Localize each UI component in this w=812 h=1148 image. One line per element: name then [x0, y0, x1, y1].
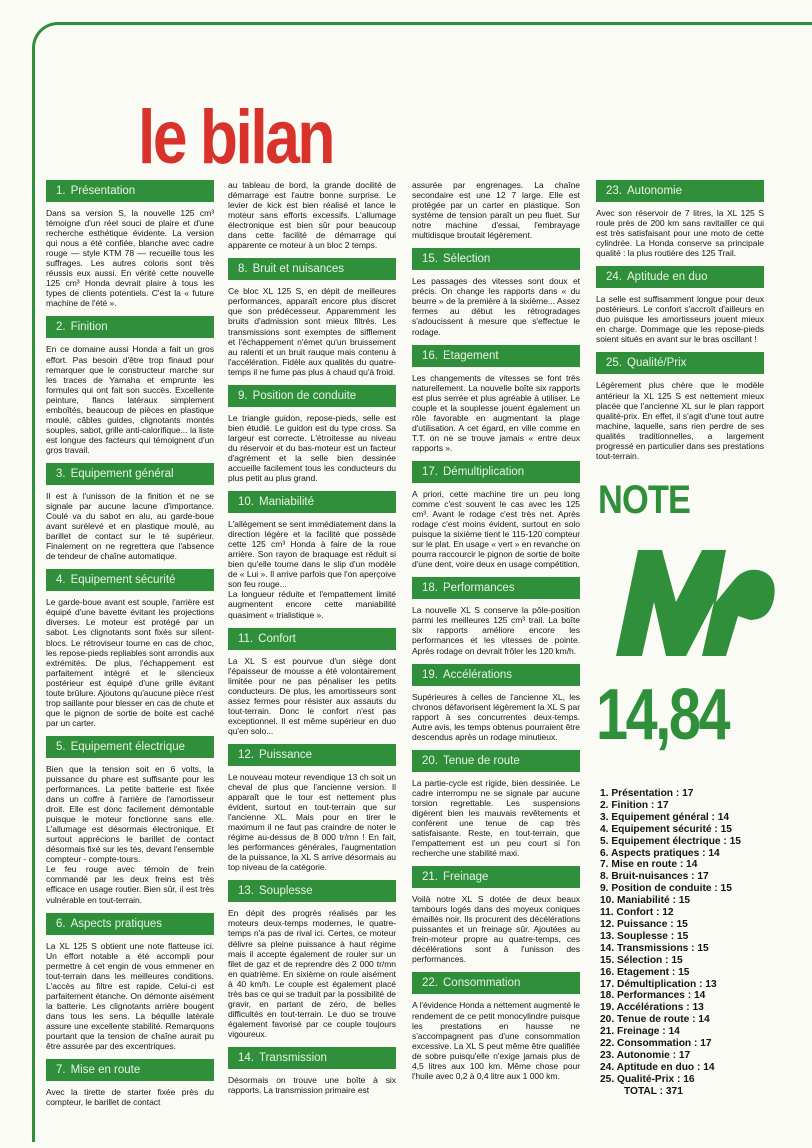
note-score: 14,84 [596, 675, 729, 755]
section-text: Il est à l'unisson de la finition et ne se signale par aucune lacune d'importance. Coulé va du sabot en alu, au garde-boue avant surélevé et en plastique moulé, au barillet de contact sur le té supérieur. Finalement on ne regrettera que l'absence de tendeur de chaîne automatique. [46, 490, 214, 562]
section-maniabilite [228, 491, 396, 619]
section-text: Le nouveau moteur revendique 13 ch soit un cheval de plus que l'ancienne version. Il apparaît que le tour est nettement plus évident, surtout en tout-terrain que sur l'ancienne XL. Mais pour en tirer le maximum il ne faut pas craindre de noter le régime au-dessus de 8 000 tr/mn ! En fait, les performances générales, l'augmentation de la puissance, la XL S arrive désormais au top niveau de la catégorie. [228, 771, 396, 873]
section-aspects-pratiques [46, 913, 214, 1052]
section-header: 2. Finition [46, 316, 214, 338]
section-text: Le triangle guidon, repose-pieds, selle est bien étudié. Le guidon est du type cross. Sa largeur est correcte. L'étroitesse au niveau du réservoir et du bas-moteur est un facteur d'agrément et la selle bien dessinée accueille facilement tous les conducteurs du plus petit au plus grand. [228, 412, 396, 484]
section-header: 9. Position de conduite [228, 385, 396, 407]
score-item: 3. Equipement général : 14 [600, 811, 730, 823]
score-item: 22. Consommation : 17 [600, 1038, 712, 1050]
section-text-2: La longueur réduite et l'empattement limité augmentent encore cette maniabilité quasiment « trialistique ». [228, 589, 396, 620]
section-header: 10. Maniabilité [228, 491, 396, 513]
column-2 [228, 180, 396, 1140]
section-text: Les changements de vitesses se font très naturellement. La nouvelle boîte six rapports est plus serrée et plus agréable à utiliser. Le couple et la souplesse jouent également un rôle favorable en augmentant la plage d'utilisation. A cet égard, en ville comme en T.T. on ne se trouve jamais « entre deux rapports ». [412, 372, 580, 453]
section-text: En dépit des progrès réalisés par les moteurs deux-temps modernes, le quatre-temps n'a pas de rival ici. Certes, ce moteur délivre sa pleine puissance à haut régime mais il accepte également de rouler sur un filet de gaz et de reprendre dès 2 000 tr/mn en quatrième. En sixième on roule aisément à 40 km/h. Le couple est également placé très bas ce qui se traduit par la possibilité de gravir, en partant de zéro, de belles difficultés en tout-terrain. Le duo se trouve également favorisé par ce couple toujours vigoureux. [228, 908, 396, 1039]
section-text: La partie-cycle est rigide, bien dessinée. Le cadre interrompu ne se signale par aucune torsion regrettable. Les suspensions digèrent bien les mauvais revêtements et confèrent une tenue de cap très satisfaisante. Reste, en tout-terrain, que l'empattement est un peu court si l'on recherche une stabilité maxi. [412, 777, 580, 859]
section-text-2: Le feu rouge avec témoin de frein commandé par les deux freins est très efficace en usage routier. Bien sûr, il est très vulnérable en tout-terrain. [46, 864, 214, 905]
section-text: Le garde-boue avant est souple, l'arrière est équipé d'une bavette évitant les projections diverses. Le moteur est protégé par un sabot. Les clignotants sont fixés sur silent-blocs. Le rétroviseur tourne en cas de choc, les repose-pieds repliables sont arrondis aux extrémités. De plus, l'échappement est parfaitement intégré et le silencieux postérieur est équipé d'une grille évitant toute brûlure. Ajoutons qu'aucune pièce n'est trop saillante pour blesser en cas de chute et que le pignon de sortie de boite est caché par un carter. [46, 597, 214, 728]
score-item: 11. Confort : 12 [600, 907, 674, 919]
section-header: 18. Performances [412, 577, 580, 599]
section-header: 13. Souplesse [228, 880, 396, 902]
score-item: 20. Tenue de route : 14 [600, 1014, 710, 1026]
section-header: 12. Puissance [228, 744, 396, 766]
note-heading: NOTE [598, 478, 691, 522]
section-header: 24. Aptitude en duo [596, 266, 764, 288]
section-header: 15. Sélection [412, 248, 580, 270]
section-text: Les passages des vitesses sont doux et précis. On change les rapports dans « du beurre » de la première à la sixième... Assez fermes au début les rétrogradages s'adoucissent à mesure que s'effectue le rodage. [412, 276, 580, 337]
score-item: 18. Performances : 14 [600, 990, 706, 1002]
section-text: Supérieures à celles de l'ancienne XL, les chronos défavorisent légèrement la XL S par rapport à ses concurrentes deux-temps. Autre avis, les temps obtenus pourraient être descendus après un rodage minutieux. [412, 691, 580, 742]
page-title: le bilan [138, 95, 334, 180]
section-presentation [46, 180, 214, 308]
section-text: En ce domaine aussi Honda a fait un gros effort. Pas besoin d'être trop finaud pour remarquer que le constructeur marche sur les traces de Yamaha et emprunte les formules qui ont fait son succès. Excellente peinture, flancs latéraux simplement emboîtés, beaucoup de pièces en plastique moulé, câbles guides, clignotants montés souples, sabot, grille anti-calorifique... la liste est longue des facteurs qui témoignent d'un gros travail. [46, 344, 214, 455]
section-text: Dans sa version S, la nouvelle 125 cm³ témoigne d'un réel souci de plaire et d'une recherche esthétique évidente. La version qui nous a été confiée, blanche avec cadre rouge — style KTM 78 — recueille tous les suffrages. Les autres coloris sont très réussis eux aussi. En vérité cette nouvelle 125 cm³ Honda devrait plaire à tous les types de clients potentiels. C'est la « future machine de l'été ». [46, 208, 214, 309]
score-item: 12. Puissance : 15 [600, 918, 688, 930]
section-mise-en-route [46, 1059, 214, 1107]
section-header: 21. Freinage [412, 866, 580, 888]
section-text-continued: assurée par engrenages. La chaîne secondaire est une 12 7 large. Elle est protégée par un carter en plastique. Son système de tension paraît un peu fluet. Sur notre machine d'essai, l'embrayage multidisque broutait légèrement. [412, 180, 580, 241]
section-header: 8. Bruit et nuisances [228, 258, 396, 280]
score-total: TOTAL : 371 [624, 1085, 683, 1097]
section-header: 11. Confort [228, 628, 396, 650]
section-header: 14. Transmission [228, 1047, 396, 1069]
section-header: 20. Tenue de route [412, 750, 580, 772]
section-aptitude-duo [596, 266, 764, 344]
score-item: 23. Autonomie : 17 [600, 1049, 691, 1061]
section-autonomie [596, 180, 764, 258]
section-header: 16. Etagement [412, 345, 580, 367]
section-etagement [412, 345, 580, 453]
section-header: 5. Equipement électrique [46, 736, 214, 758]
score-item: 25. Qualité-Prix : 16 [600, 1073, 695, 1085]
section-text: Avec la tirette de starter fixée près du compteur, le barillet de contact [46, 1087, 214, 1108]
section-header: 4. Equipement sécurité [46, 569, 214, 591]
section-transmission [228, 1047, 396, 1095]
section-accelerations [412, 664, 580, 742]
section-puissance [228, 744, 396, 872]
section-equipement-electrique [46, 736, 214, 905]
score-item: 7. Mise en route : 14 [600, 859, 698, 871]
column-4 [596, 180, 764, 480]
section-equipement-securite [46, 569, 214, 728]
section-souplesse [228, 880, 396, 1039]
score-item: 21. Freinage : 14 [600, 1026, 680, 1038]
section-text: Bien que la tension soit en 6 volts, la puissance du phare est suffisante pour les performances. La petite batterie est fixée dans un coffre à l'arrière de l'amortisseur droit. Elle est donc facilement démontable puisque le moteur fonctionne sans elle. L'allumage est désormais électronique. Et surtout apprécions le barillet de contact désormais fixé sur les tés, devant l'ensemble compteur - compte-tours. [46, 763, 214, 865]
section-text: L'allégement se sent immédiatement dans la direction légère et la facilité que possède cette 125 cm³ Honda à faire de la roue arrière. Son rayon de braquage est réduit si bien qu'elle tourne dans le slip d'un modèle de « Lui ». Il arrive parfois que l'on aperçoive son feu rouge... [228, 519, 396, 590]
section-position-conduite [228, 385, 396, 483]
section-text: La XL 125 S obtient une note flatteuse ici. Un effort notable a été accompli pour permettre à cet engin de vous emmener en tout-terrain dans les meilleures conditions. L'accès au filtre est rapide. Celui-ci est parfaitement étanche. On démonte aisément la batterie. Les clignotants arrière bougent dans tous les sens. La béquille latérale assure une excellente stabilité. Remarquons pourtant que la tension de chaîne aurait pu être assurée par des excentriques. [46, 940, 214, 1052]
score-item: 9. Position de conduite : 15 [600, 883, 732, 895]
note-block [596, 478, 796, 1138]
section-text: Désormais on trouve une boîte à six rapports. La transmission primaire est [228, 1075, 396, 1096]
score-list [600, 788, 790, 1098]
section-text: Voilà notre XL S dotée de deux beaux tambours logés dans des moyeux coniques émaillés noir. Ils procurent des décélérations puissantes et un freinage sûr. Ajoutées au frein-moteur propre au quatre-temps, ces décélérations sont à l'unisson des performances. [412, 894, 580, 965]
section-header: 6. Aspects pratiques [46, 913, 214, 935]
section-header: 23. Autonomie [596, 180, 764, 202]
section-text: A priori, cette machine tire un peu long comme c'est souvent le cas avec les 125 cm³. Avant le rodage c'est très net. Après rodage c'est moins évident, surtout en solo puisque la sixième tient le 115-120 compteur sur le plat. En usage « vert » en revanche on pourra raccourcir le pignon de sortie de boite d'une dent, voire deux en usage compétition. [412, 488, 580, 570]
score-item: 5. Equipement électrique : 15 [600, 835, 741, 847]
section-demultiplication [412, 461, 580, 569]
score-item: 16. Etagement : 15 [600, 966, 690, 978]
section-text: La selle est suffisamment longue pour deux postérieurs. Le confort s'accroît d'ailleurs en duo puisque les amortisseurs jouent mieux en charge. Dommage que les repose-pieds soient situés en avant sur le bras oscillant ! [596, 294, 764, 345]
section-finition [46, 316, 214, 455]
section-consommation [412, 972, 580, 1080]
column-3 [412, 180, 580, 1140]
section-equipement-general [46, 463, 214, 561]
section-header: 1. Présentation [46, 180, 214, 202]
section-bruit-nuisances [228, 258, 396, 376]
section-header: 19. Accélérations [412, 664, 580, 686]
section-selection [412, 248, 580, 336]
score-item: 19. Accélérations : 13 [600, 1002, 704, 1014]
score-item: 1. Présentation : 17 [600, 788, 694, 799]
section-text: La nouvelle XL S conserve la pôle-position parmi les meilleures 125 cm³ trail. La boîte six rapports améliore encore les performances et les vitesses de pointe. Après rodage on devrait frôler les 120 km/h. [412, 605, 580, 656]
section-text: La XL S est pourvue d'un siège dont l'épaisseur de mousse a été volontairement limitée pour ne pas pénaliser les petits conducteurs. De plus, les amortisseurs sont assez fermes pour résister aux assauts du tout-terrain. Donc le confort n'est pas exceptionnel. Il est même supérieur en duo qu'en solo... [228, 655, 396, 736]
section-text-continued: au tableau de bord, la grande docilité de démarrage est l'autre bonne surprise. Le levier de kick est bien réalisé et lance le moteur sans efforts excessifs. L'allumage électronique est bien sûr pour beaucoup dans cette facilité de démarrage qui apparente ce moteur à un bloc 2 temps. [228, 180, 396, 251]
section-header: 3. Equipement général [46, 463, 214, 485]
section-header: 25. Qualité/Prix [596, 352, 764, 374]
moto-revue-logo [610, 540, 780, 668]
section-tenue-de-route [412, 750, 580, 858]
section-confort [228, 628, 396, 736]
section-qualite-prix [596, 352, 764, 460]
score-item: 4. Equipement sécurité : 15 [600, 823, 732, 835]
score-item: 14. Transmissions : 15 [600, 942, 709, 954]
section-text: Légèrement plus chère que le modèle antérieur la XL 125 S est nettement mieux placée que l'ancienne XL sur le plan rapport qualité-prix. En effet, il s'agit d'une tout autre machine, laquelle, sans rien perdre de ses qualités traditionnelles, a largement progressé en particulier dans ses prestations tout-terrain. [596, 380, 764, 461]
score-item: 17. Démultiplication : 13 [600, 978, 717, 990]
section-text: Ce bloc XL 125 S, en dépit de meilleures performances, apparaît encore plus discret que son prédécesseur. Apparemment les bruits d'admission sont mieux filtrés. Les transmissions sont exemptes de sifflement et l'échappement n'émet qu'un bruissement au ralenti et un bruit rauque mais contenu à l'accélération. Fidèle aux qualités du quatre-temps il ne fume pas plus à chaud qu'à froid. [228, 286, 396, 377]
score-item: 6. Aspects pratiques : 14 [600, 847, 720, 859]
section-freinage [412, 866, 580, 964]
score-item: 24. Aptitude en duo : 14 [600, 1061, 715, 1073]
section-header: 17. Démultiplication [412, 461, 580, 483]
section-text: A l'évidence Honda a nettement augmenté le rendement de ce petit monocylindre puisque les prestations en hausse ne s'accompagnent pas d'une consommation excessive. La XL S peut même être qualifiée de sobre puisqu'elle n'exige jamais plus de 4,5 litres aux 100 km. Même chose pour l'huile avec 0,2 à 0,4 litre aux 1 000 km. [412, 1000, 580, 1081]
section-text: Avec son réservoir de 7 litres, la XL 125 S roule près de 200 km sans ravitailler ce qui est très satisfaisant pour une moto de cette cylindrée. La Honda conserve sa principale qualité : la plus routière des 125 Trail. [596, 208, 764, 259]
section-header: 7. Mise en route [46, 1059, 214, 1081]
section-header: 22. Consommation [412, 972, 580, 994]
score-item: 13. Souplesse : 15 [600, 930, 689, 942]
score-item: 10. Maniabilité : 15 [600, 895, 691, 907]
column-1 [46, 180, 214, 1140]
score-item: 8. Bruit-nuisances : 17 [600, 871, 709, 883]
score-item: 15. Sélection : 15 [600, 954, 683, 966]
score-item: 2. Finition : 17 [600, 799, 669, 811]
section-performances [412, 577, 580, 655]
